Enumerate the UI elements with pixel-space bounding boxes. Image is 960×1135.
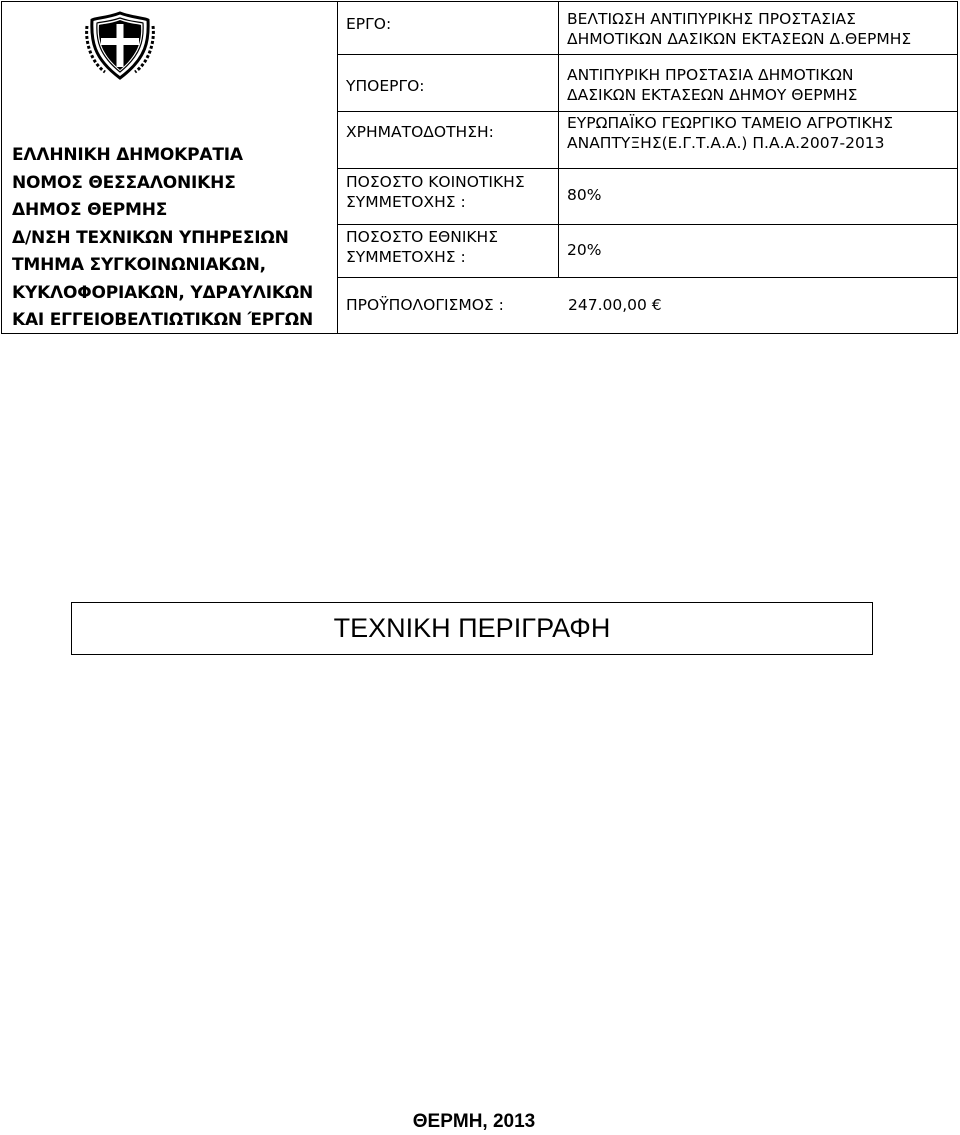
community-share-value: 80% xyxy=(567,186,602,204)
national-share-value: 20% xyxy=(567,241,602,259)
national-share-value-cell xyxy=(559,225,958,278)
authority-line: ΝΟΜΟΣ ΘΕΣΣΑΛΟΝΙΚΗΣ xyxy=(12,172,236,193)
budget-cell xyxy=(338,278,958,334)
authority-block xyxy=(12,142,313,335)
ypoergo-label: ΥΠΟΕΡΓΟ: xyxy=(346,77,425,95)
footer-place-year: ΘΕΡΜΗ, 2013 xyxy=(412,1111,536,1132)
authority-cell xyxy=(2,2,338,334)
national-share-label-line: ΣΥΜΜΕΤΟΧΗΣ : xyxy=(346,248,466,266)
authority-line: ΤΜΗΜΑ ΣΥΓΚΟΙΝΩΝΙΑΚΩΝ, xyxy=(12,255,266,275)
community-share-label-line: ΣΥΜΜΕΤΟΧΗΣ : xyxy=(346,193,466,211)
authority-line: ΕΛΛΗΝΙΚΗ ΔΗΜΟΚΡΑΤΙΑ xyxy=(12,145,243,165)
ypoergo-value-line: ΔΑΣΙΚΩΝ ΕΚΤΑΣΕΩΝ ΔΗΜΟΥ ΘΕΡΜΗΣ xyxy=(567,86,858,104)
authority-line: Δ/ΝΣΗ ΤΕΧΝΙΚΩΝ ΥΠΗΡΕΣΙΩΝ xyxy=(12,227,289,248)
community-share-value-cell xyxy=(559,169,958,225)
ergo-label-cell xyxy=(338,2,559,55)
national-share-label xyxy=(338,225,558,267)
ypoergo-value-line: ΑΝΤΙΠΥΡΙΚΗ ΠΡΟΣΤΑΣΙΑ ΔΗΜΟΤΙΚΩΝ xyxy=(567,66,854,84)
document-title: ΤΕΧΝΙΚΗ ΠΕΡΙΓΡΑΦΗ xyxy=(71,602,873,655)
ergo-value xyxy=(559,2,957,49)
ergo-value-cell xyxy=(559,2,958,55)
funding-value xyxy=(559,112,957,153)
ergo-label: ΕΡΓΟ: xyxy=(346,15,392,33)
ergo-value-line: ΔΗΜΟΤΙΚΩΝ ΔΑΣΙΚΩΝ ΕΚΤΑΣΕΩΝ Δ.ΘΕΡΜΗΣ xyxy=(567,30,912,48)
authority-line: ΔΗΜΟΣ ΘΕΡΜΗΣ xyxy=(12,200,168,220)
funding-label: ΧΡΗΜΑΤΟΔΟΤΗΣΗ: xyxy=(346,123,494,141)
funding-value-line: ΕΥΡΩΠΑΪΚΟ ΓΕΩΡΓΙΚΟ ΤΑΜΕΙΟ ΑΓΡΟΤΙΚΗΣ xyxy=(567,114,894,132)
budget-value: 247.00,00 € xyxy=(568,296,662,314)
authority-line: ΚΑΙ ΕΓΓΕΙΟΒΕΛΤΙΩΤΙΚΩΝ ΈΡΓΩΝ xyxy=(12,310,313,330)
funding-label-cell xyxy=(338,112,559,169)
community-share-label-line: ΠΟΣΟΣΤΟ ΚΟΙΝΟΤΙΚΗΣ xyxy=(346,173,525,191)
authority-line: ΚΥΚΛΟΦΟΡΙΑΚΩΝ, ΥΔΡΑΥΛΙΚΩΝ xyxy=(12,282,314,303)
ypoergo-value-cell xyxy=(559,55,958,112)
funding-value-cell xyxy=(559,112,958,169)
greek-coat-of-arms-icon xyxy=(85,10,155,82)
national-share-label-cell xyxy=(338,225,559,278)
ypoergo-value xyxy=(559,55,957,105)
community-share-label-cell xyxy=(338,169,559,225)
ypoergo-label-cell xyxy=(338,55,559,112)
community-share-label xyxy=(338,169,558,212)
ergo-value-line: ΒΕΛΤΙΩΣΗ ΑΝΤΙΠΥΡΙΚΗΣ ΠΡΟΣΤΑΣΙΑΣ xyxy=(567,10,856,28)
funding-value-line: ΑΝΑΠΤΥΞΗΣ(Ε.Γ.Τ.Α.Α.) Π.Α.Α.2007-2013 xyxy=(567,134,885,152)
national-share-label-line: ΠΟΣΟΣΤΟ ΕΘΝΙΚΗΣ xyxy=(346,228,499,246)
budget-label: ΠΡΟΫΠΟΛΟΓΙΣΜΟΣ : xyxy=(346,296,504,314)
header-table xyxy=(1,1,958,334)
